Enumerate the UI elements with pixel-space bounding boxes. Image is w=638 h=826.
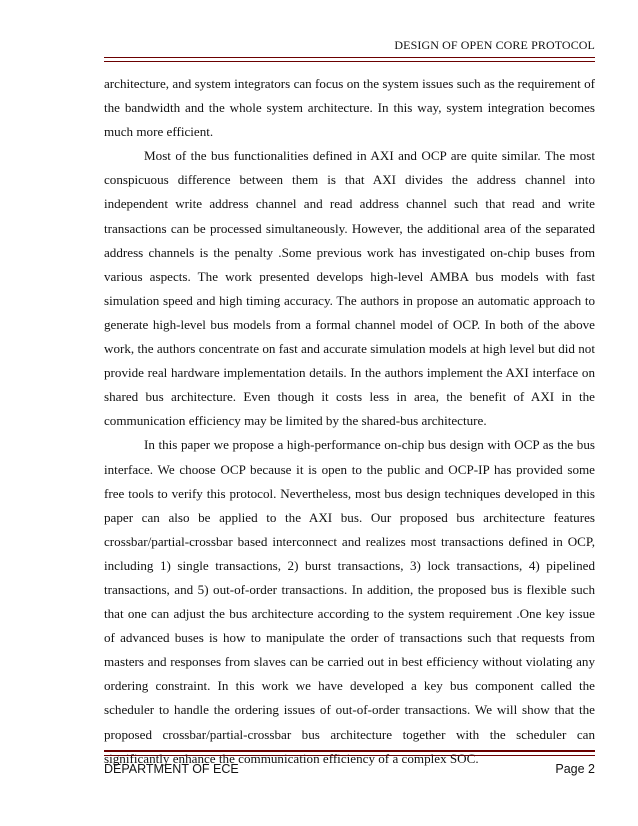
footer-rule (104, 750, 595, 756)
paragraph: Most of the bus functionalities defined in AXI and OCP are quite similar. The most conspicuous difference between them is that AXI divides the address channel into independent write address channel and read address channel such that read and write transactions can be processed simultaneously. However, the additional area of the separated address channels is the penalty .Some previous work has investigated on-chip buses from various aspects. The work presented develops high-level AMBA bus models with fast simulation speed and high timing accuracy. The authors in propose an automatic approach to generate high-level bus models from a formal channel model of OCP. In both of the above work, the authors concentrate on fast and accurate simulation models at high level but did not provide real hardware implementation details. In the authors implement the AXI interface on shared bus architecture. Even though it costs less in area, the benefit of AXI in the communication efficiency may be limited by the shared-bus architecture. (104, 148, 595, 429)
paragraph-continuation: architecture, and system integrators can focus on the system issues such as the requirement of the bandwidth and the whole system architecture. In this way, system integration becomes much more efficient. (104, 76, 595, 140)
paragraph: In this paper we propose a high-performance on-chip bus design with OCP as the bus interface. We choose OCP because it is open to the public and OCP-IP has provided some free tools to verify this protocol. Nevertheless, most bus design techniques developed in this paper can also be applied to the AXI bus. Our proposed bus architecture features crossbar/partial-crossbar based interconnect and realizes most transactions defined in OCP, including 1) single transactions, 2) burst transactions, 3) lock transactions, 4) pipelined transactions, and 5) out-of-order transactions. In addition, the proposed bus is flexible such that one can adjust the bus architecture according to the system requirement .One key issue of advanced buses is how to manipulate the order of transactions such that requests from masters and responses from slaves can be carried out in best efficiency without violating any ordering constraint. In this work we have developed a key bus component called the scheduler to handle the ordering issues of out-of-order transactions. We will show that the proposed crossbar/partial-crossbar bus architecture together with the scheduler can significantly enhance the communication efficiency of a complex SOC. (104, 437, 595, 766)
footer-department: DEPARTMENT OF ECE (104, 762, 239, 776)
body-text (104, 72, 595, 771)
page-number: Page 2 (555, 762, 595, 776)
header-rule (104, 57, 595, 62)
running-header: DESIGN OF OPEN CORE PROTOCOL (394, 38, 595, 52)
